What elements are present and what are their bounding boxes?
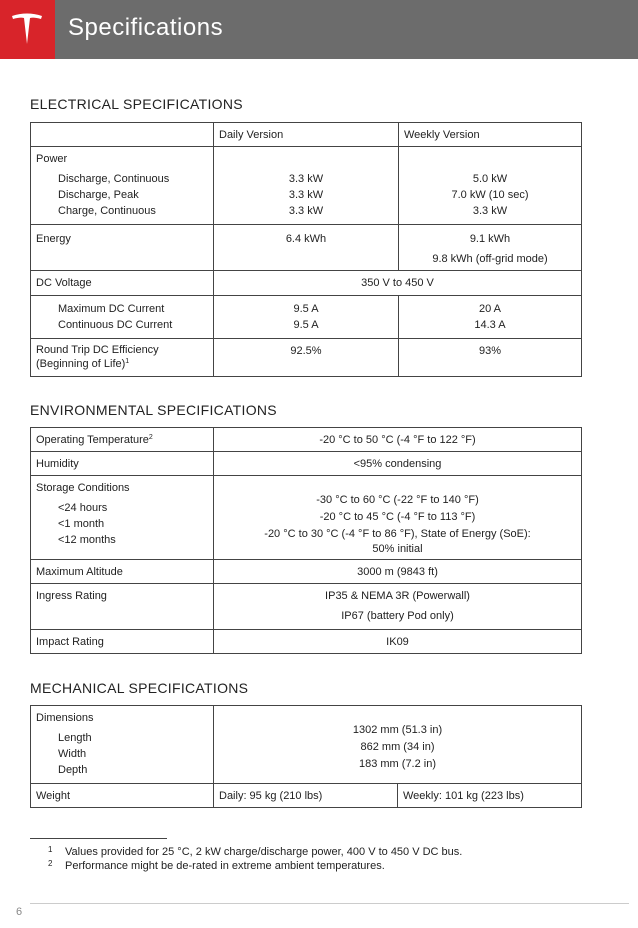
storage-values-cell (214, 476, 582, 560)
current-label-cell (31, 296, 214, 339)
power-weekly-cell (399, 147, 582, 225)
dimension-value: 183 mm (7.2 in) (358, 758, 437, 770)
footnote-text: Performance might be de-rated in extreme ambient temperatures. (65, 860, 385, 872)
power-daily-value: 3.3 kW (288, 189, 324, 201)
efficiency-label-sub: (Beginning of Life) (36, 358, 126, 370)
table-row (31, 271, 582, 296)
current-weekly-value: 14.3 A (474, 319, 506, 331)
efficiency-weekly-value: 93% (399, 339, 582, 377)
current-daily-value: 9.5 A (293, 303, 319, 315)
current-weekly-cell (399, 296, 582, 339)
dimensions-label-cell (31, 706, 214, 784)
table-row (31, 784, 582, 808)
power-row-label: Charge, Continuous (58, 205, 156, 217)
footnote-text: Values provided for 25 °C, 2 kW charge/discharge power, 400 V to 450 V DC bus. (65, 846, 463, 858)
column-header-weekly: Weekly Version (399, 123, 582, 147)
page-number: 6 (16, 906, 23, 918)
efficiency-label: Round Trip DC Efficiency (36, 344, 159, 356)
dimensions-label: Dimensions (36, 712, 94, 724)
table-row (31, 560, 582, 584)
energy-label: Energy (31, 225, 214, 271)
storage-label-cell (31, 476, 214, 560)
column-header-daily: Daily Version (214, 123, 399, 147)
storage-row-label: <12 months (58, 534, 116, 546)
dimension-value: 862 mm (34 in) (360, 741, 435, 753)
ingress-value: IP67 (battery Pod only) (341, 610, 454, 622)
humidity-value: <95% condensing (214, 452, 582, 476)
page-header (0, 0, 638, 59)
dc-voltage-value: 350 V to 450 V (214, 271, 582, 296)
current-weekly-value: 20 A (478, 303, 502, 315)
storage-value: -20 °C to 30 °C (-4 °F to 86 °F), State of Energy (SoE): (264, 528, 531, 540)
operating-temp-value: -20 °C to 50 °C (-4 °F to 122 °F) (214, 428, 582, 452)
dimension-row-label: Width (58, 748, 87, 760)
energy-weekly-value: 9.1 kWh (469, 233, 511, 245)
weight-label: Weight (31, 784, 214, 808)
storage-row-label: <1 month (58, 518, 105, 530)
current-daily-cell (214, 296, 399, 339)
humidity-label: Humidity (31, 452, 214, 476)
operating-temp-label-cell (31, 428, 214, 452)
storage-value: -20 °C to 45 °C (-4 °F to 113 °F) (319, 511, 476, 523)
dimension-row-label: Depth (58, 764, 88, 776)
ingress-label: Ingress Rating (31, 584, 214, 630)
table-row (31, 476, 582, 560)
footnote-ref: 2 (148, 434, 153, 441)
power-weekly-value: 3.3 kW (472, 205, 508, 217)
page-title: Specifications (68, 14, 224, 41)
logo-box (0, 0, 55, 59)
table-cell (31, 123, 214, 147)
energy-daily-value: 6.4 kWh (214, 225, 399, 271)
environmental-table (30, 427, 582, 654)
table-row (31, 123, 582, 147)
table-row (31, 296, 582, 339)
power-row-label: Discharge, Continuous (58, 173, 170, 185)
dimensions-values-cell (214, 706, 582, 784)
impact-value: IK09 (214, 630, 582, 654)
power-weekly-value: 5.0 kW (472, 173, 508, 185)
ingress-value: IP35 & NEMA 3R (Powerwall) (325, 590, 470, 602)
footnote-divider (30, 838, 167, 839)
table-row (31, 428, 582, 452)
environmental-section-title: ENVIRONMENTAL SPECIFICATIONS (30, 402, 277, 418)
efficiency-daily-value: 92.5% (214, 339, 399, 377)
table-row (31, 630, 582, 654)
footnote-number: 2 (48, 859, 53, 868)
storage-value: -30 °C to 60 °C (-22 °F to 140 °F) (316, 494, 479, 506)
weight-weekly-value: Weekly: 101 kg (223 lbs) (398, 784, 582, 808)
mechanical-table (30, 705, 582, 808)
power-daily-value: 3.3 kW (288, 205, 324, 217)
operating-temp-label: Operating Temperature (36, 434, 149, 446)
ingress-values-cell (214, 584, 582, 630)
table-row (31, 225, 582, 271)
page-footer-divider (30, 903, 629, 904)
tesla-t-logo-icon (8, 10, 46, 48)
power-daily-value: 3.3 kW (288, 173, 324, 185)
footnote-number: 1 (48, 845, 53, 854)
table-row (31, 706, 582, 784)
energy-weekly-value: 9.8 kWh (off-grid mode) (432, 253, 548, 265)
current-row-label: Continuous DC Current (58, 319, 173, 331)
power-daily-cell (214, 147, 399, 225)
weight-daily-value: Daily: 95 kg (210 lbs) (214, 784, 398, 808)
footnote (48, 857, 385, 873)
energy-weekly-cell (399, 225, 582, 271)
storage-value: 50% initial (372, 543, 423, 555)
altitude-value: 3000 m (9843 ft) (214, 560, 582, 584)
power-label-cell (31, 147, 214, 225)
storage-row-label: <24 hours (58, 502, 108, 514)
dc-voltage-label: DC Voltage (31, 271, 214, 296)
table-row (31, 339, 582, 377)
efficiency-label-cell (31, 339, 214, 377)
footnote-ref: 1 (125, 358, 130, 365)
impact-label: Impact Rating (31, 630, 214, 654)
dimension-value: 1302 mm (51.3 in) (352, 724, 443, 736)
storage-label: Storage Conditions (36, 482, 130, 494)
table-row (31, 584, 582, 630)
electrical-section-title: ELECTRICAL SPECIFICATIONS (30, 96, 243, 112)
current-daily-value: 9.5 A (293, 319, 319, 331)
power-label: Power (36, 153, 68, 165)
power-weekly-value: 7.0 kW (10 sec) (451, 189, 529, 201)
mechanical-section-title: MECHANICAL SPECIFICATIONS (30, 680, 249, 696)
current-row-label: Maximum DC Current (58, 303, 165, 315)
dimension-row-label: Length (58, 732, 92, 744)
electrical-table (30, 122, 582, 377)
power-row-label: Discharge, Peak (58, 189, 139, 201)
table-row (31, 452, 582, 476)
table-row (31, 147, 582, 225)
altitude-label: Maximum Altitude (31, 560, 214, 584)
